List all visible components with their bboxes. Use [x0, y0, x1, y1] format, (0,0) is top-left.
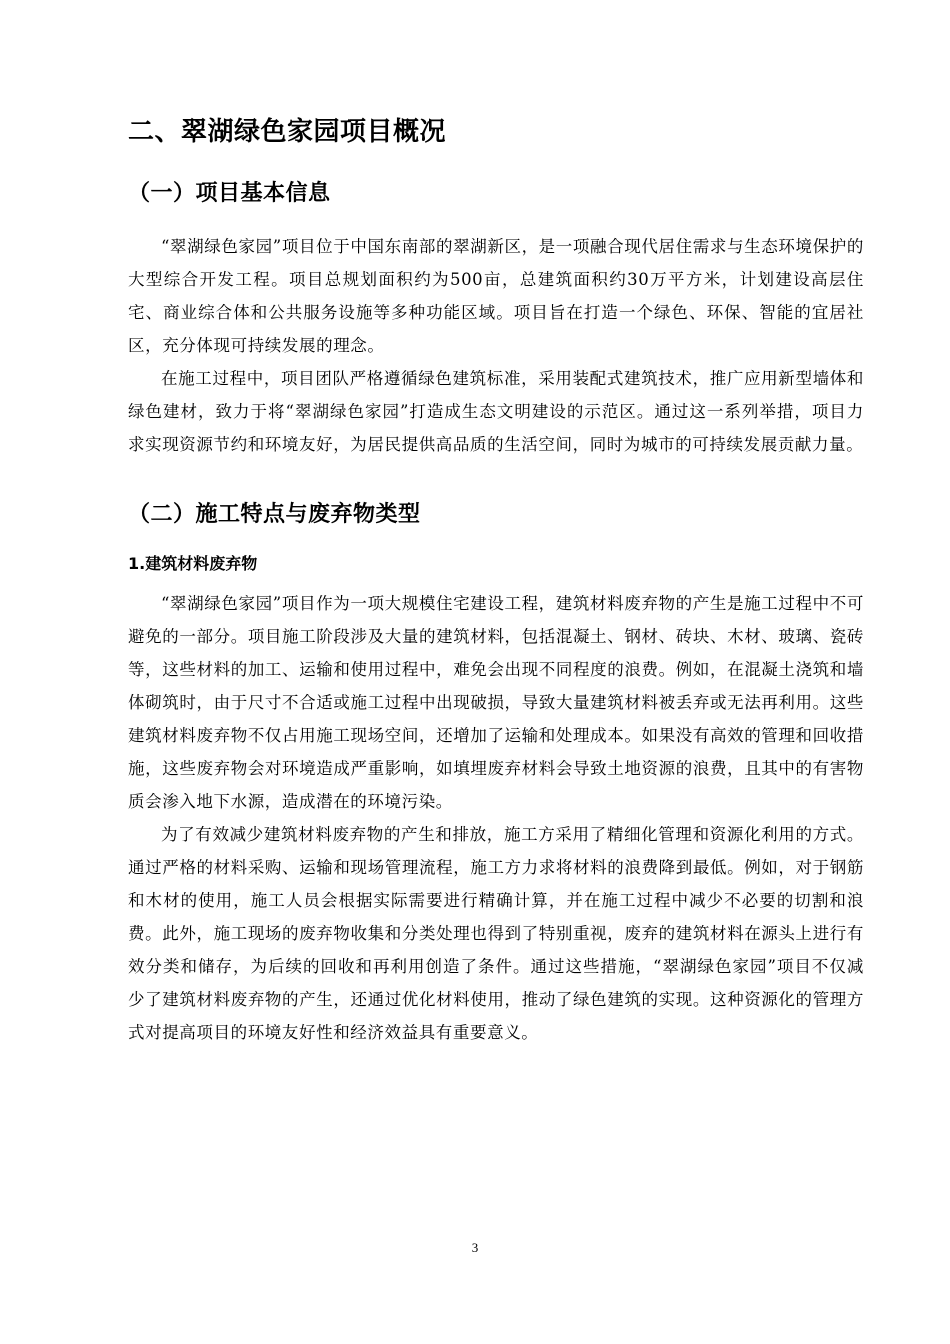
subsection-title-basic-info: （一）项目基本信息 [128, 181, 331, 206]
paragraph: 在施工过程中，项目团队严格遵循绿色建筑标准，采用装配式建筑技术，推广应用新型墙体和绿色建材，致力于将“翠湖绿色家园”打造成生态文明建设的示范区。通过这一系列举措，项目力求实现资源节约和环境友好，为居民提供高品质的生活空间，同时为城市的可持续发展贡献力量。 [128, 369, 864, 454]
subsection-title-construction-waste: （二）施工特点与废弃物类型 [128, 502, 421, 527]
section-title: 二、翠湖绿色家园项目概况 [128, 117, 447, 147]
paragraph: “翠湖绿色家园”项目位于中国东南部的翠湖新区，是一项融合现代居住需求与生态环境保护的大型综合开发工程。项目总规划面积约为500亩，总建筑面积约30万平方米，计划建设高层住宅、商业综合体和公共服务设施等多种功能区域。项目旨在打造一个绿色、环保、智能的宜居社区，充分体现可持续发展的理念。 [128, 237, 864, 355]
page-content [128, 112, 864, 1049]
paragraph: 为了有效减少建筑材料废弃物的产生和排放，施工方采用了精细化管理和资源化利用的方式。通过严格的材料采购、运输和现场管理流程，施工方力求将材料的浪费降到最低。例如，对于钢筋和木材的使用，施工人员会根据实际需要进行精确计算，并在施工过程中减少不必要的切割和浪费。此外，施工现场的废弃物收集和分类处理也得到了特别重视，废弃的建筑材料在源头上进行有效分类和储存，为后续的回收和再利用创造了条件。通过这些措施，“翠湖绿色家园”项目不仅减少了建筑材料废弃物的产生，还通过优化材料使用，推动了绿色建筑的实现。这种资源化的管理方式对提高项目的环境友好性和经济效益具有重要意义。 [128, 825, 864, 1042]
paragraph: “翠湖绿色家园”项目作为一项大规模住宅建设工程，建筑材料废弃物的产生是施工过程中不可避免的一部分。项目施工阶段涉及大量的建筑材料，包括混凝土、钢材、砖块、木材、玻璃、瓷砖等，这些材料的加工、运输和使用过程中，难免会出现不同程度的浪费。例如，在混凝土浇筑和墙体砌筑时，由于尺寸不合适或施工过程中出现破损，导致大量建筑材料被丢弃或无法再利用。这些建筑材料废弃物不仅占用施工现场空间，还增加了运输和处理成本。如果没有高效的管理和回收措施，这些废弃物会对环境造成严重影响，如填埋废弃材料会导致土地资源的浪费，且其中的有害物质会渗入地下水源，造成潜在的环境污染。 [128, 594, 864, 811]
page-number: 3 [471, 1240, 479, 1255]
item-title-building-material-waste: 1.建筑材料废弃物 [128, 554, 258, 573]
